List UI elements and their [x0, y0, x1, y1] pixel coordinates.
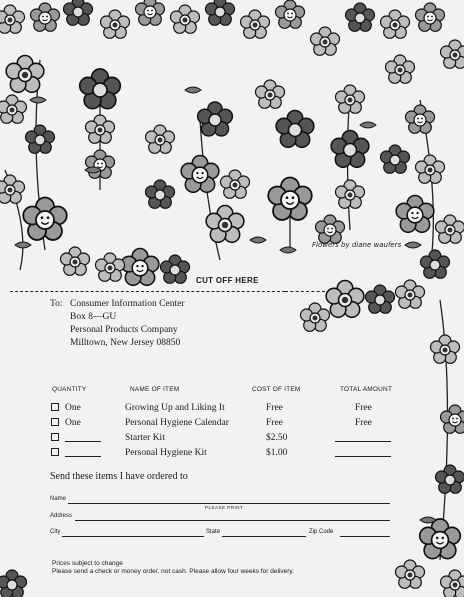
- quantity-checkbox[interactable]: [51, 418, 59, 426]
- header-cost: COST OF ITEM: [252, 386, 301, 393]
- cut-line-extension: [285, 291, 325, 292]
- payment-note: Please send a check or money order, not cash. Please allow four weeks for delivery.: [52, 568, 294, 575]
- city-label: City: [50, 529, 61, 535]
- price-note: Prices subject to change: [52, 560, 123, 567]
- mailing-address: [50, 298, 185, 350]
- address-line-1: Consumer Information Center: [70, 299, 185, 309]
- send-heading: Send these items I have ordered to: [50, 471, 188, 482]
- item-total: Free: [355, 403, 372, 413]
- total-blank[interactable]: [335, 433, 391, 442]
- item-name: Personal Hygiene Kit: [125, 448, 207, 458]
- zip-field[interactable]: [340, 536, 390, 537]
- item-name: Starter Kit: [125, 433, 165, 443]
- quantity-value: One: [65, 418, 81, 428]
- quantity-checkbox[interactable]: [51, 448, 59, 456]
- to-label: To:: [50, 299, 63, 309]
- total-blank[interactable]: [335, 448, 391, 457]
- address-line-3: Personal Products Company: [70, 325, 178, 335]
- cut-off-label: CUT OFF HERE: [196, 276, 259, 285]
- name-label: Name: [50, 496, 67, 502]
- item-cost: Free: [266, 403, 283, 413]
- header-item-name: NAME OF ITEM: [130, 386, 180, 393]
- header-total: TOTAL AMOUNT: [340, 386, 393, 393]
- please-print-note: PLEASE PRINT: [205, 505, 244, 510]
- quantity-blank[interactable]: [65, 433, 101, 442]
- city-field[interactable]: [62, 536, 204, 537]
- address-field[interactable]: [75, 520, 390, 521]
- header-quantity: QUANTITY: [52, 386, 87, 393]
- quantity-checkbox[interactable]: [51, 403, 59, 411]
- order-row: [51, 433, 411, 446]
- state-field[interactable]: [222, 536, 306, 537]
- address-label: Address: [50, 513, 73, 519]
- quantity-blank[interactable]: [65, 448, 101, 457]
- item-cost: $2.50: [266, 433, 288, 443]
- state-label: State: [206, 529, 221, 535]
- order-row: [51, 448, 411, 461]
- order-row: [51, 418, 411, 431]
- item-cost: Free: [266, 418, 283, 428]
- quantity-value: One: [65, 403, 81, 413]
- item-name: Growing Up and Liking It: [125, 403, 225, 413]
- name-field[interactable]: [68, 503, 390, 504]
- order-row: [51, 403, 411, 416]
- zip-label: Zip Code: [309, 529, 334, 535]
- item-total: Free: [355, 418, 372, 428]
- illustration-credit: Flowers by diane waufers: [312, 241, 402, 249]
- quantity-checkbox[interactable]: [51, 433, 59, 441]
- address-line-2: Box 8—GU: [70, 312, 117, 322]
- order-notes: [52, 560, 294, 576]
- cut-line: [10, 291, 285, 292]
- item-cost: $1.00: [266, 448, 288, 458]
- item-name: Personal Hygiene Calendar: [125, 418, 229, 428]
- address-line-4: Milltown, New Jersey 08850: [70, 338, 181, 348]
